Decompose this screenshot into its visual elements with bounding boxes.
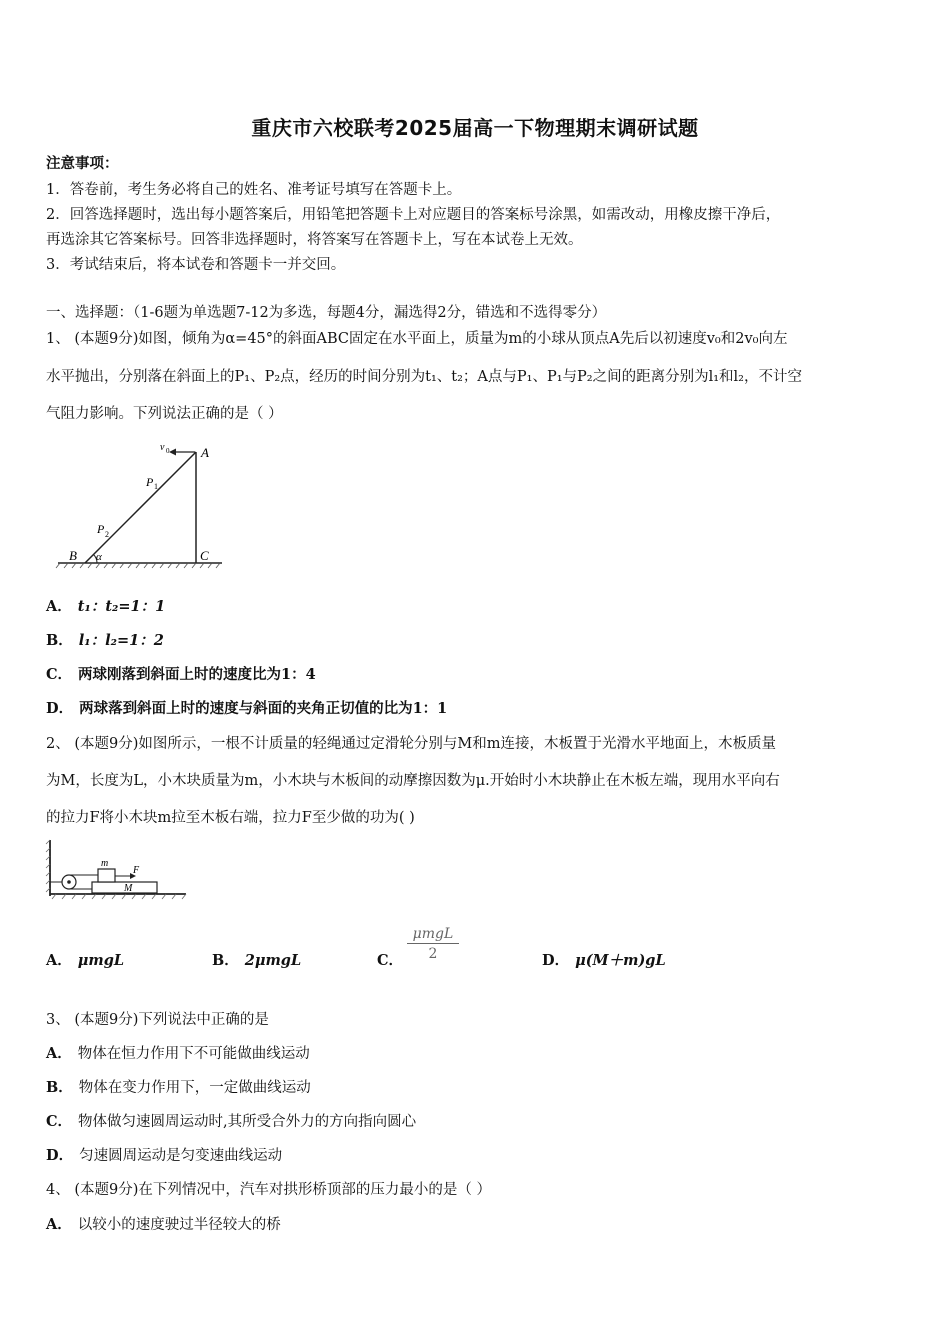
notice-item: 2．回答选择题时，选出每小题答案后，用铅笔把答题卡上对应题目的答案标号涂黑，如需改动，用橡皮擦干净后，: [46, 207, 781, 223]
option-text: 以较小的速度驶过半径较大的桥: [77, 1217, 281, 1233]
q3-option-c: [46, 1110, 416, 1131]
q4-option-a: [46, 1213, 281, 1234]
q2-option-b: [212, 949, 301, 970]
q4-stem: 4、 (本题9分)在下列情况中，汽车对拱形桥顶部的压力最小的是（ ）: [46, 1182, 491, 1198]
v0-label: v: [160, 442, 165, 453]
label-alpha: α: [96, 551, 102, 563]
option-label: C．: [46, 1113, 73, 1130]
option-label: C．: [46, 666, 73, 683]
q2-option-c: [377, 949, 409, 970]
option-text: 物体在变力作用下，一定做曲线运动: [78, 1080, 311, 1096]
option-text: μ(M＋m)gL: [575, 952, 666, 969]
label-P1: P: [146, 475, 154, 489]
q2-line: 的拉力F将小木块m拉至木板右端，拉力F至少做的功为( ): [46, 810, 415, 826]
q2-line: 为M，长度为L，小木块质量为m，小木块与木板间的动摩擦因数为μ.开始时小木块静止在木板左端，现用水平向右: [46, 773, 780, 789]
label-P2: P: [97, 522, 105, 536]
option-text: 物体在恒力作用下不可能做曲线运动: [77, 1046, 310, 1062]
option-label: D．: [46, 1147, 74, 1164]
page-title: 重庆市六校联考2025届高一下物理期末调研试题: [251, 116, 699, 140]
q1-option-d: [46, 697, 447, 718]
q2-option-d: [542, 949, 666, 970]
notice-item: 再选涂其它答案标号。回答非选择题时，将答案写在答题卡上，写在本试卷上无效。: [46, 232, 583, 248]
q2-option-a: [46, 949, 124, 970]
v0-sub: 0: [166, 447, 170, 455]
q1-line: 1、 (本题9分)如图，倾角为α=45°的斜面ABC固定在水平面上，质量为m的小球从顶点A先后以初速度v₀和2v₀向左: [46, 331, 788, 347]
option-text: 两球落到斜面上时的速度与斜面的夹角正切值的比为1：1: [79, 700, 448, 717]
fraction-denominator: 2: [428, 946, 438, 962]
q1-line: 水平抛出，分别落在斜面上的P₁、P₂点，经历的时间分别为t₁、t₂；A点与P₁、P₁与P₂之间的距离分别为l₁和l₂，不计空: [46, 369, 802, 385]
incline-line: [85, 452, 196, 563]
option-label: B．: [46, 632, 73, 649]
incline-figure: [50, 438, 230, 573]
q3-option-d: [46, 1144, 282, 1165]
block-m: [98, 869, 115, 882]
option-text: μmgL: [77, 952, 125, 969]
label-C: C: [200, 548, 209, 563]
section-header: 一、选择题：（1-6题为单选题7-12为多选，每题4分，漏选得2分，错选和不选得零分）: [46, 305, 607, 321]
q3-option-a: [46, 1042, 310, 1063]
q2-line: 2、 (本题9分)如图所示，一根不计质量的轻绳通过定滑轮分别与M和m连接，木板置于光滑水平地面上，木板质量: [46, 736, 776, 752]
label-A: A: [201, 445, 209, 460]
option-text: 2μmgL: [244, 952, 302, 969]
option-label: A．: [46, 1216, 72, 1233]
label-m: m: [101, 858, 109, 869]
label-M: M: [124, 883, 133, 894]
option-text: l₁：l₂=1：2: [78, 632, 164, 649]
option-label: D．: [542, 952, 570, 969]
option-label: B．: [212, 952, 239, 969]
label-P2-sub: 2: [105, 530, 109, 539]
fraction-numerator: μmgL: [407, 926, 459, 944]
option-text: 物体做匀速圆周运动时,其所受合外力的方向指向圆心: [78, 1114, 417, 1130]
option-label: D．: [46, 700, 74, 717]
notice-heading: 注意事项：: [46, 155, 119, 172]
pulley-figure: [44, 836, 189, 902]
option-label: C．: [377, 952, 404, 969]
option-label: A．: [46, 598, 72, 615]
option-label: A．: [46, 1045, 72, 1062]
notice-item: 1．答卷前，考生务必将自己的姓名、准考证号填写在答题卡上。: [46, 182, 462, 198]
option-text: 匀速圆周运动是匀变速曲线运动: [79, 1148, 283, 1164]
q1-option-a: [46, 595, 165, 616]
option-text: 两球刚落到斜面上时的速度比为1：4: [78, 666, 316, 683]
option-label: B．: [46, 1079, 73, 1096]
q1-option-c: [46, 663, 316, 684]
q1-option-b: [46, 629, 164, 650]
fraction: [407, 926, 459, 962]
label-F: F: [133, 865, 140, 876]
q3-option-b: [46, 1076, 311, 1097]
q1-line: 气阻力影响。下列说法正确的是（ ）: [46, 406, 283, 422]
option-label: A．: [46, 952, 72, 969]
label-B: B: [69, 548, 77, 563]
notice-item: 3．考试结束后，将本试卷和答题卡一并交回。: [46, 257, 346, 273]
label-P1-sub: 1: [154, 482, 158, 491]
option-text: t₁：t₂=1：1: [77, 598, 166, 615]
q3-stem: 3、 (本题9分)下列说法中正确的是: [46, 1012, 269, 1028]
